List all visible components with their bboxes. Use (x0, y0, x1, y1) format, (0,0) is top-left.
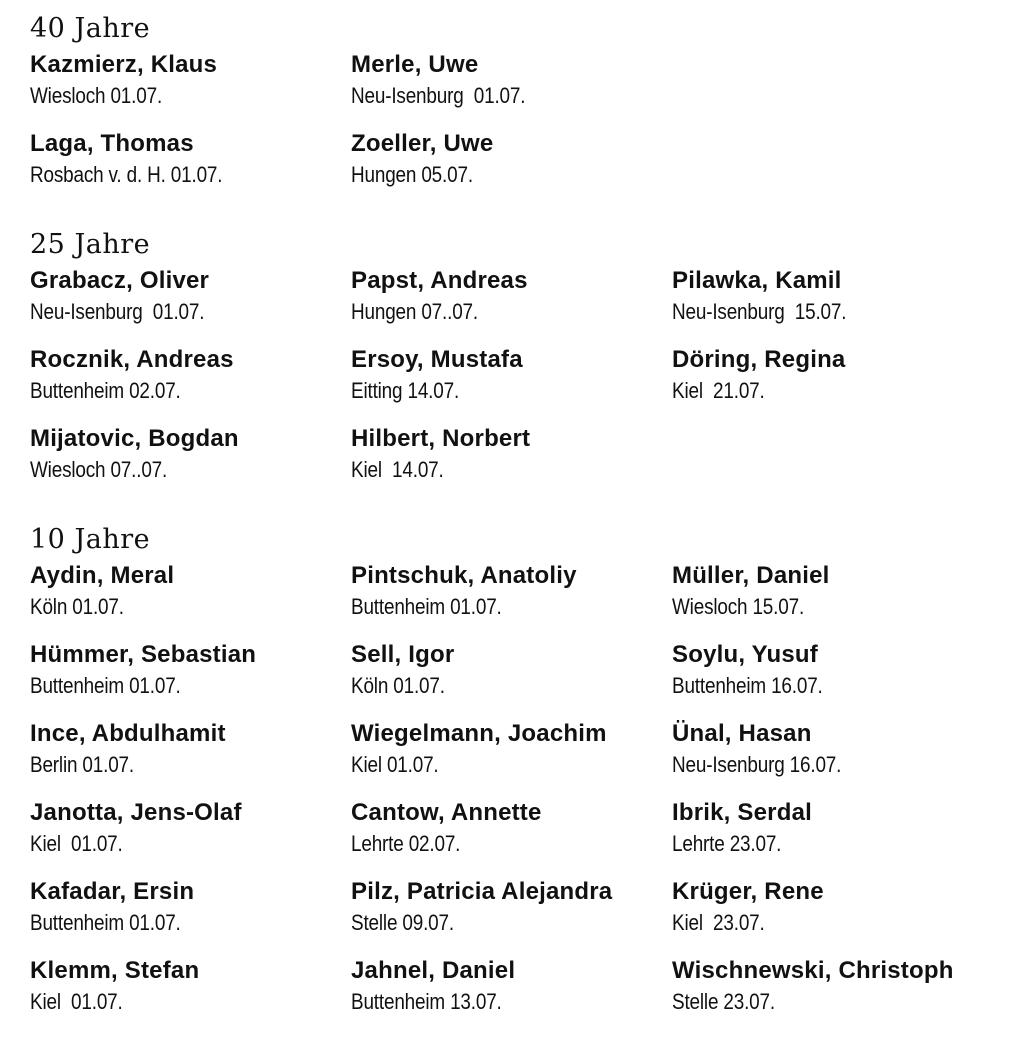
location-date: Kiel 01.07. (30, 989, 123, 1014)
list-item (30, 719, 351, 798)
location-date: Köln 01.07. (351, 673, 445, 698)
list-item (351, 345, 672, 424)
employee-name: Laga, Thomas (30, 130, 194, 157)
location-date: Wiesloch 15.07. (672, 594, 805, 619)
section-25-jahre (30, 228, 1000, 503)
location-date: Wiesloch 01.07. (30, 83, 163, 108)
employee-name: Mijatovic, Bogdan (30, 425, 239, 452)
location-date (672, 80, 948, 112)
list-item (351, 424, 672, 503)
location-date: Kiel 23.07. (672, 910, 765, 935)
location-date: Berlin 01.07. (30, 752, 135, 777)
location-date (672, 159, 948, 191)
employee-name: Aydin, Meral (30, 562, 175, 589)
empty-cell (672, 129, 993, 208)
entry-grid (30, 266, 1000, 503)
employee-name (672, 50, 993, 80)
employee-name: Janotta, Jens-Olaf (30, 799, 242, 826)
list-item (672, 877, 993, 956)
location-date: Neu-Isenburg 15.07. (672, 299, 847, 324)
employee-name: Rocznik, Andreas (30, 346, 234, 373)
employee-name: Sell, Igor (351, 641, 455, 668)
list-item (30, 424, 351, 503)
location-date: Buttenheim 02.07. (30, 378, 181, 403)
location-date: Wiesloch 07..07. (30, 457, 168, 482)
empty-cell (672, 50, 993, 129)
entry-grid (30, 50, 1000, 208)
employee-name: Zoeller, Uwe (351, 130, 494, 157)
employee-name: Hilbert, Norbert (351, 425, 531, 452)
employee-name: Papst, Andreas (351, 267, 528, 294)
list-item (30, 640, 351, 719)
section-title: 10 Jahre (30, 524, 151, 555)
employee-name: Kazmierz, Klaus (30, 51, 218, 78)
location-date: Buttenheim 01.07. (351, 594, 502, 619)
list-item (351, 129, 672, 208)
location-date: Stelle 23.07. (672, 989, 775, 1014)
employee-name: Döring, Regina (672, 346, 846, 373)
list-item (30, 266, 351, 345)
list-item (672, 640, 993, 719)
location-date: Buttenheim 13.07. (351, 989, 502, 1014)
location-date: Buttenheim 16.07. (672, 673, 823, 698)
employee-name: Hümmer, Sebastian (30, 641, 257, 668)
location-date: Kiel 01.07. (30, 831, 123, 856)
location-date: Kiel 21.07. (672, 378, 765, 403)
employee-name: Soylu, Yusuf (672, 641, 818, 668)
list-item (30, 877, 351, 956)
list-item (672, 345, 993, 424)
list-item (672, 719, 993, 798)
list-item (30, 561, 351, 640)
list-item (351, 50, 672, 129)
list-item (30, 798, 351, 877)
list-item (351, 956, 672, 1035)
section-10-jahre (30, 523, 1000, 1035)
location-date: Hungen 07..07. (351, 299, 478, 324)
employee-name: Klemm, Stefan (30, 957, 200, 984)
employee-name: Wiegelmann, Joachim (351, 720, 607, 747)
employee-name (672, 129, 993, 159)
list-item (30, 129, 351, 208)
location-date: Neu-Isenburg 01.07. (351, 83, 526, 108)
list-item (351, 266, 672, 345)
location-date: Buttenheim 01.07. (30, 910, 181, 935)
employee-name: Kafadar, Ersin (30, 878, 195, 905)
anniversary-list (30, 12, 1000, 1055)
employee-name: Müller, Daniel (672, 562, 830, 589)
location-date: Lehrte 02.07. (351, 831, 461, 856)
empty-cell (672, 424, 993, 503)
employee-name: Krüger, Rene (672, 878, 824, 905)
employee-name: Wischnewski, Christoph (672, 957, 954, 984)
section-40-jahre (30, 12, 1000, 208)
list-item (672, 798, 993, 877)
section-title: 40 Jahre (30, 13, 151, 44)
employee-name: Ince, Abdulhamit (30, 720, 226, 747)
location-date: Lehrte 23.07. (672, 831, 782, 856)
employee-name: Ibrik, Serdal (672, 799, 812, 826)
list-item (672, 956, 993, 1035)
list-item (351, 719, 672, 798)
employee-name: Pilz, Patricia Alejandra (351, 878, 613, 905)
employee-name: Grabacz, Oliver (30, 267, 210, 294)
list-item (672, 266, 993, 345)
location-date: Stelle 09.07. (351, 910, 454, 935)
section-title: 25 Jahre (30, 229, 151, 260)
location-date: Rosbach v. d. H. 01.07. (30, 162, 223, 187)
list-item (351, 877, 672, 956)
employee-name (672, 424, 993, 454)
location-date: Buttenheim 01.07. (30, 673, 181, 698)
location-date: Hungen 05.07. (351, 162, 473, 187)
list-item (351, 640, 672, 719)
employee-name: Ünal, Hasan (672, 720, 812, 747)
employee-name: Pintschuk, Anatoliy (351, 562, 577, 589)
list-item (351, 561, 672, 640)
location-date: Eitting 14.07. (351, 378, 460, 403)
location-date: Köln 01.07. (30, 594, 124, 619)
list-item (30, 345, 351, 424)
location-date (672, 454, 948, 486)
list-item (351, 798, 672, 877)
list-item (30, 50, 351, 129)
employee-name: Jahnel, Daniel (351, 957, 516, 984)
location-date: Neu-Isenburg 16.07. (672, 752, 842, 777)
list-item (672, 561, 993, 640)
employee-name: Merle, Uwe (351, 51, 479, 78)
employee-name: Ersoy, Mustafa (351, 346, 523, 373)
entry-grid (30, 561, 1000, 1035)
list-item (30, 956, 351, 1035)
location-date: Kiel 01.07. (351, 752, 439, 777)
location-date: Kiel 14.07. (351, 457, 444, 482)
employee-name: Cantow, Annette (351, 799, 542, 826)
location-date: Neu-Isenburg 01.07. (30, 299, 205, 324)
employee-name: Pilawka, Kamil (672, 267, 842, 294)
